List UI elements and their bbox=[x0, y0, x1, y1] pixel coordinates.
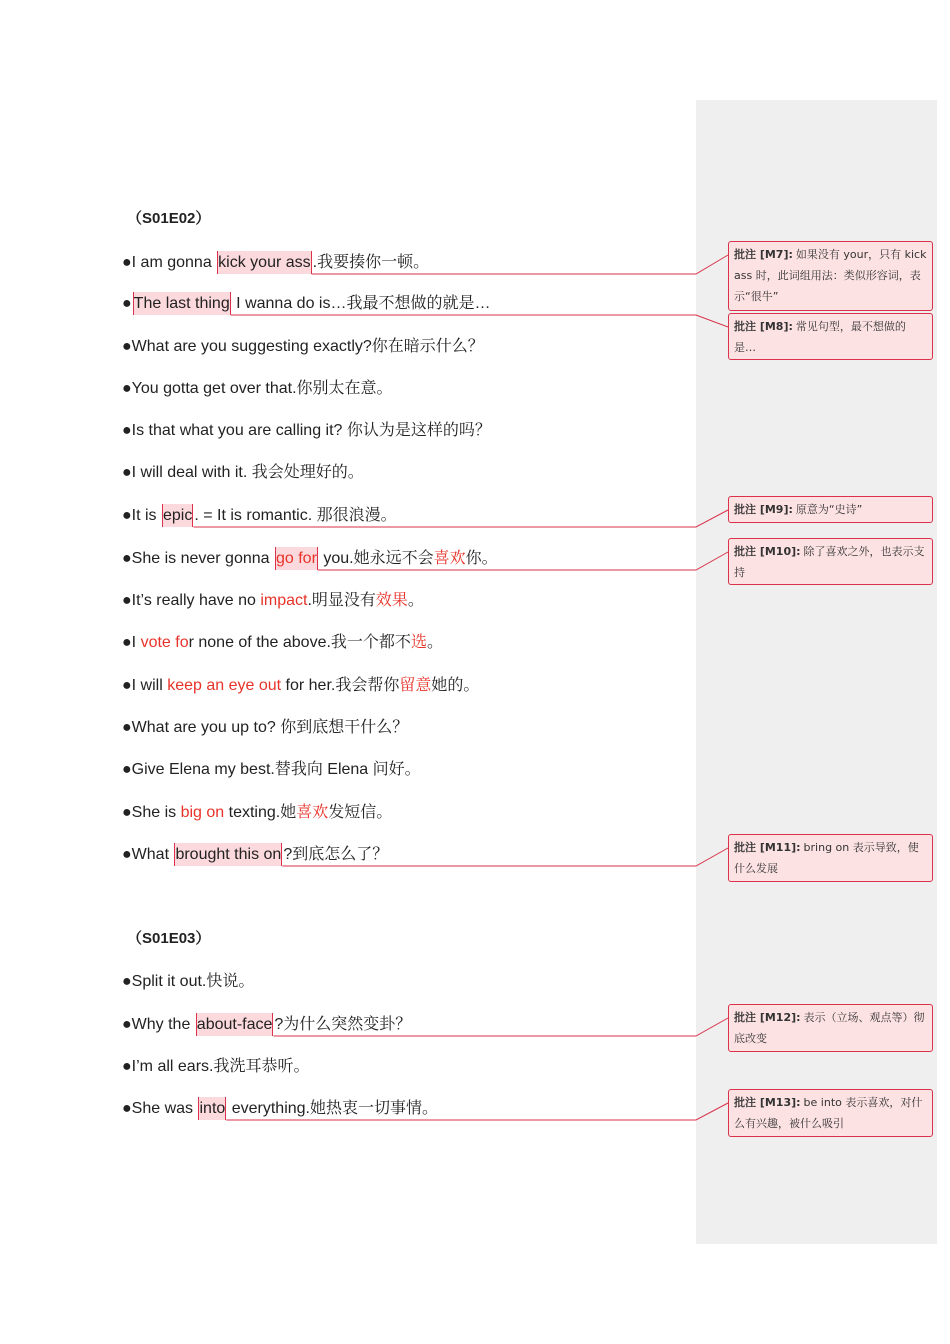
sentence-text: .我要揍你一顿。 bbox=[312, 254, 430, 271]
sentence-line: ●What are you up to? 你到底想干什么？ bbox=[122, 719, 409, 736]
connector-line-m8 bbox=[231, 315, 728, 327]
sentence-text: you.她永远不会 bbox=[318, 550, 434, 567]
comment-text: bring on 表示导致，使什么发展 bbox=[734, 841, 919, 875]
sentence-line bbox=[122, 674, 479, 698]
comment-anchor-m13[interactable]: into bbox=[198, 1097, 226, 1120]
sentence-text: ?到底怎么了？ bbox=[283, 846, 389, 863]
sentence-text: 。 bbox=[426, 634, 443, 651]
comment-text: 常见句型，最不想做的是… bbox=[734, 320, 906, 354]
red-keyword: 喜欢 bbox=[296, 804, 329, 821]
sentence-line bbox=[122, 843, 388, 867]
sentence-text: ●I am gonna bbox=[122, 254, 217, 271]
comment-bubble-m9[interactable] bbox=[728, 496, 933, 523]
comment-bubble-m8[interactable] bbox=[728, 313, 933, 360]
sentence-text: ●I will bbox=[122, 677, 168, 694]
comment-anchor-m7[interactable]: kick your ass bbox=[217, 251, 311, 274]
comment-tag: 批注 [M11]: bbox=[734, 841, 801, 854]
sentence-line: ●Is that what you are calling it? 你认为是这样的吗？ bbox=[122, 422, 491, 439]
comment-anchor-m12[interactable]: about-face bbox=[196, 1013, 274, 1036]
sentence-line bbox=[122, 251, 429, 275]
red-keyword: 效果 bbox=[375, 592, 408, 609]
sentence-text: texting.她 bbox=[224, 804, 297, 821]
comment-bubble-m10[interactable] bbox=[728, 538, 933, 585]
red-keyword: 喜欢 bbox=[433, 550, 466, 567]
comment-tag: 批注 [M9]: bbox=[734, 503, 793, 516]
sentence-line: ●Give Elena my best.替我向 Elena 问好。 bbox=[122, 761, 421, 778]
comment-tag: 批注 [M8]: bbox=[734, 320, 793, 333]
comment-anchor-m8[interactable]: The last thing bbox=[133, 292, 231, 315]
comment-tag: 批注 [M13]: bbox=[734, 1096, 801, 1109]
sentence-text: everything.她热衷一切事情。 bbox=[227, 1100, 438, 1117]
sentence-text: ●She was bbox=[122, 1100, 198, 1117]
sentence-line: ●Split it out.快说。 bbox=[122, 973, 255, 990]
comment-text: 表示（立场、观点等）彻底改变 bbox=[734, 1011, 925, 1045]
sentence-text: ●It’s really have no bbox=[122, 592, 261, 609]
sentence-line: ●What are you suggesting exactly?你在暗示什么？ bbox=[122, 338, 484, 355]
sentence-text: ● bbox=[122, 295, 132, 312]
red-keyword: vote fo bbox=[140, 634, 189, 651]
sentence-text: I wanna do is…我最不想做的就是… bbox=[231, 295, 491, 312]
comment-text: be into 表示喜欢，对什么有兴趣，被什么吸引 bbox=[734, 1096, 923, 1130]
comment-anchor-m10[interactable]: go for bbox=[275, 547, 318, 570]
sentence-text: ●She is never gonna bbox=[122, 550, 274, 567]
sentence-text: for her.我会帮你 bbox=[281, 677, 400, 694]
sentence-line: ●I will deal with it. 我会处理好的。 bbox=[122, 464, 364, 481]
sentence-text: 她的。 bbox=[431, 677, 480, 694]
red-keyword: keep an eye out bbox=[167, 677, 282, 694]
section-heading-s01e03: （S01E03） bbox=[127, 930, 211, 947]
sentence-line: ●I’m all ears.我洗耳恭听。 bbox=[122, 1058, 310, 1075]
sentence-text: ?为什么突然变卦？ bbox=[274, 1016, 412, 1033]
sentence-text: ●What bbox=[122, 846, 174, 863]
sentence-text: 你。 bbox=[465, 550, 498, 567]
comment-text: 如果没有 your，只有 kick ass 时，此词组用法：类似形容词，表示“很牛” bbox=[734, 248, 927, 303]
sentence-text: 发短信。 bbox=[328, 804, 393, 821]
red-keyword: 留意 bbox=[399, 677, 432, 694]
sentence-line bbox=[122, 1013, 411, 1037]
sentence-line bbox=[122, 504, 397, 528]
comment-bubble-m13[interactable] bbox=[728, 1089, 933, 1137]
sentence-line bbox=[122, 589, 424, 613]
section-heading-s01e02: （S01E02） bbox=[127, 210, 211, 227]
sentence-line: ●You gotta get over that.你别太在意。 bbox=[122, 380, 393, 397]
sentence-line bbox=[122, 292, 490, 316]
comment-bubble-m7[interactable] bbox=[728, 241, 933, 311]
sentence-line bbox=[122, 1097, 438, 1121]
comment-text: 原意为“史诗” bbox=[795, 503, 863, 516]
comment-bubble-m12[interactable] bbox=[728, 1004, 933, 1052]
sentence-text: ●It is bbox=[122, 507, 161, 524]
sentence-text: 。 bbox=[407, 592, 424, 609]
red-keyword: 选 bbox=[410, 634, 427, 651]
comment-anchor-m11[interactable]: brought this on bbox=[174, 843, 282, 866]
sentence-text: ●She is bbox=[122, 804, 181, 821]
sentence-text: ●I bbox=[122, 634, 141, 651]
red-keyword: impact bbox=[260, 592, 308, 609]
comment-anchor-m9[interactable]: epic bbox=[162, 504, 193, 527]
sentence-text: ●Why the bbox=[122, 1016, 195, 1033]
comment-bubble-m11[interactable] bbox=[728, 834, 933, 882]
sentence-text: r none of the above.我一个都不 bbox=[188, 634, 411, 651]
comment-tag: 批注 [M10]: bbox=[734, 545, 801, 558]
comment-text: 除了喜欢之外，也表示支持 bbox=[734, 545, 925, 579]
sentence-line bbox=[122, 631, 443, 655]
comment-tag: 批注 [M12]: bbox=[734, 1011, 801, 1024]
comment-tag: 批注 [M7]: bbox=[734, 248, 793, 261]
sentence-line bbox=[122, 547, 498, 571]
red-keyword: big on bbox=[180, 804, 225, 821]
sentence-text: .明显没有 bbox=[307, 592, 376, 609]
sentence-line bbox=[122, 801, 392, 825]
sentence-text: . = It is romantic. 那很浪漫。 bbox=[194, 507, 397, 524]
